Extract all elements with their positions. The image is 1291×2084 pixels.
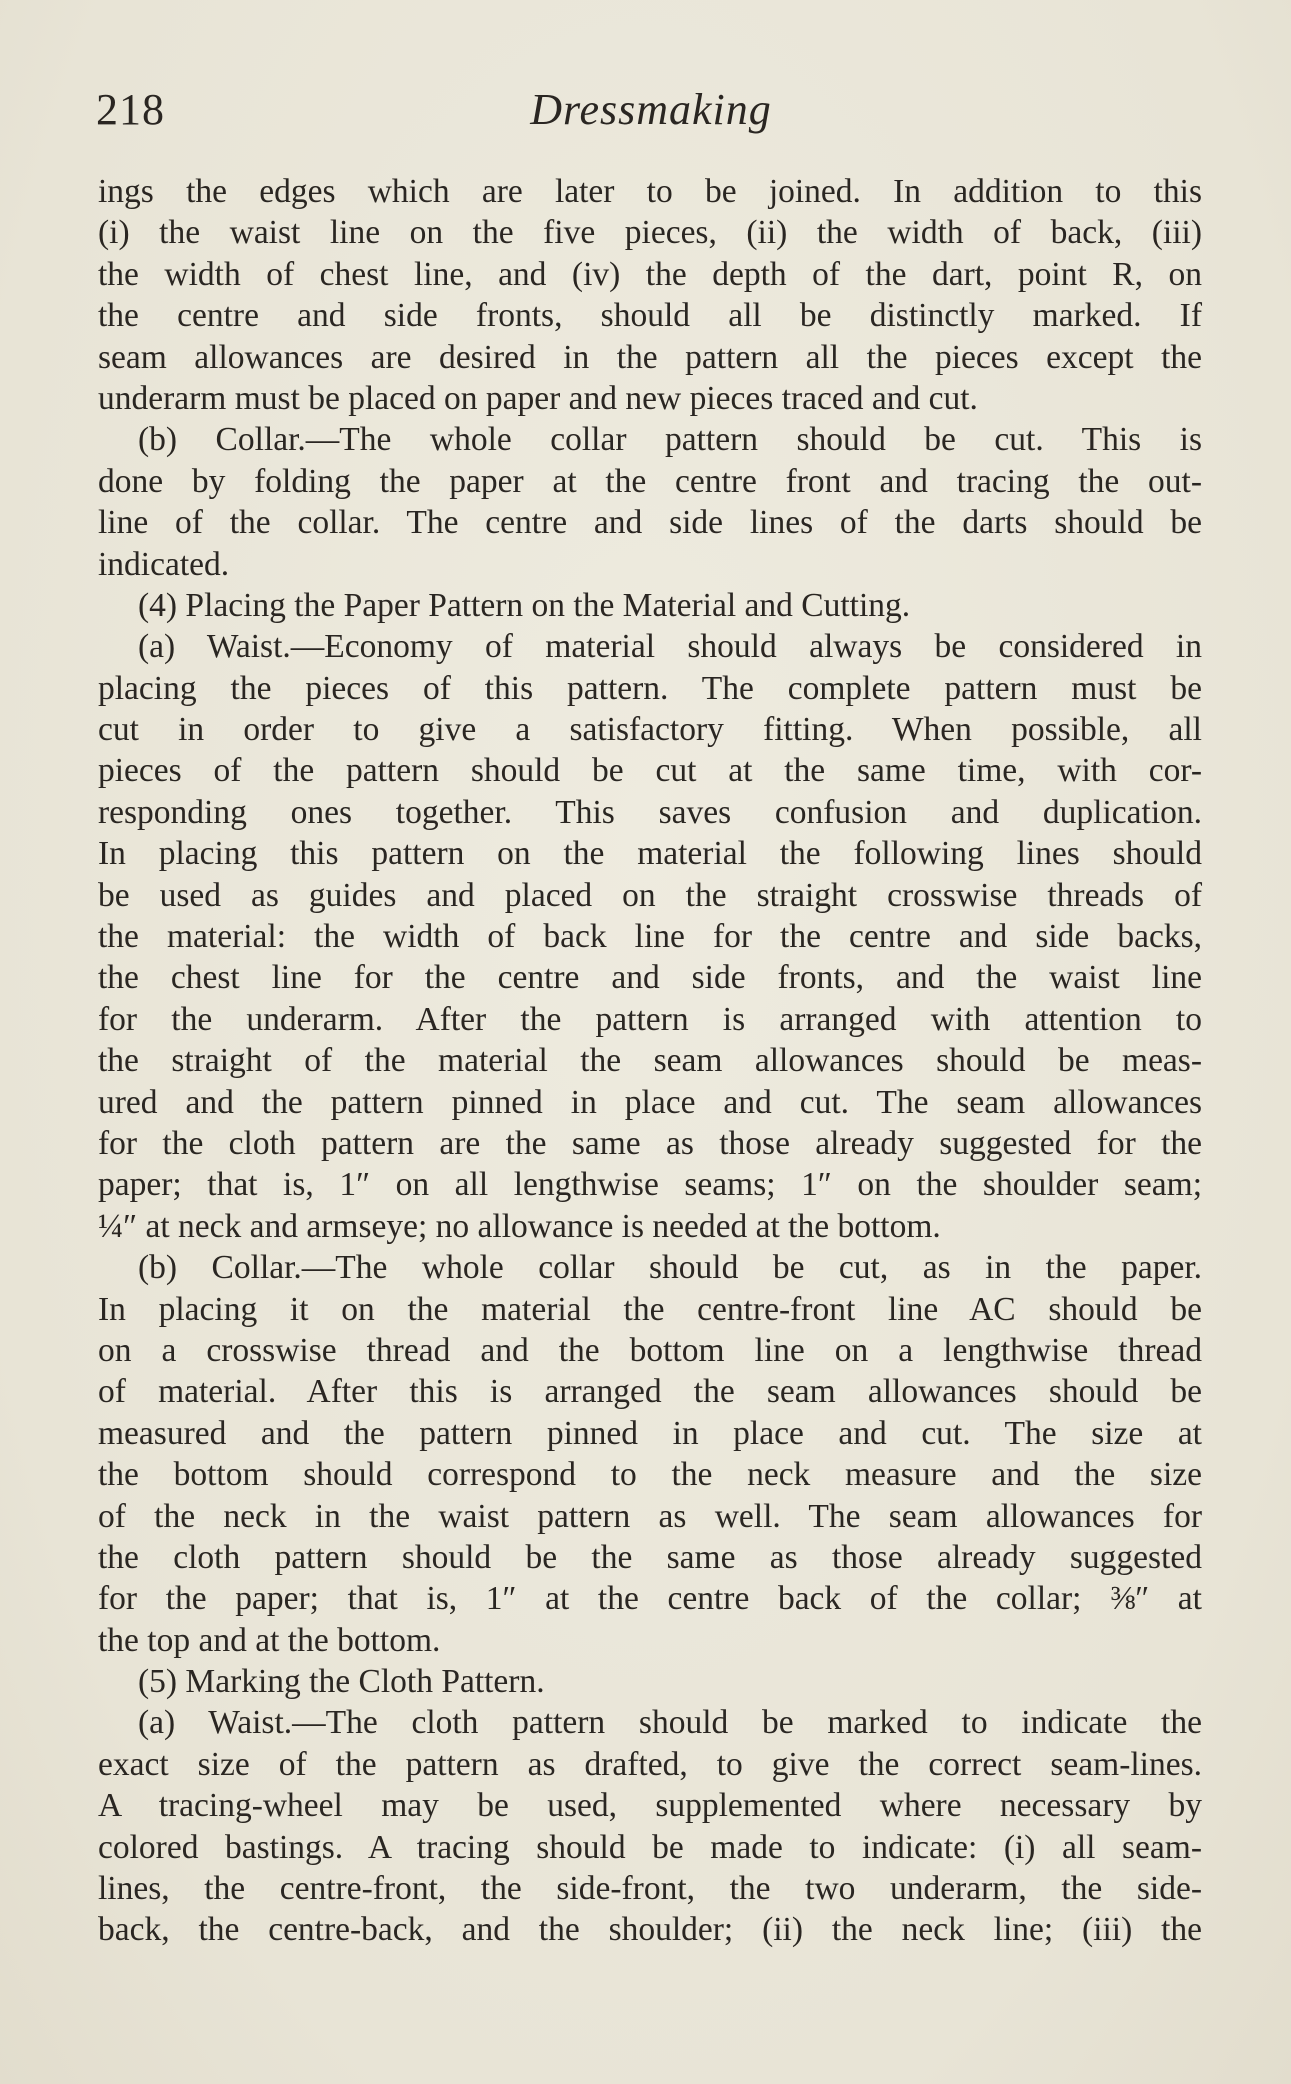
text-line: for the paper; that is, 1″ at the centre back of the collar; ⅜″ at [98,1580,1202,1618]
text-line: seam allowances are desired in the pattern all the pieces except the [98,338,1202,376]
text-line: the width of chest line, and (iv) the depth of the dart, point R, on [98,255,1202,293]
text-line: (b) Collar.—The whole collar pattern should be cut. This is [138,421,1202,459]
text-line: placing the pieces of this pattern. The complete pattern must be [98,669,1202,707]
text-line: paper; that is, 1″ on all lengthwise seams; 1″ on the shoulder seam; [98,1166,1202,1204]
text-line: pieces of the pattern should be cut at the same time, with cor- [98,752,1202,790]
text-line: the top and at the bottom. [98,1621,441,1659]
text-line: colored bastings. A tracing should be made to indicate: (i) all seam- [98,1828,1202,1866]
text-line: of the neck in the waist pattern as well. The seam allowances for [98,1497,1202,1535]
text-line: cut in order to give a satisfactory fitting. When possible, all [98,711,1202,749]
text-line: the straight of the material the seam allowances should be meas- [98,1042,1202,1080]
text-line: In placing this pattern on the material the following lines should [98,835,1202,873]
text-line: measured and the pattern pinned in place and cut. The size at [98,1414,1202,1452]
text-line: lines, the centre-front, the side-front, the two underarm, the side- [98,1870,1202,1908]
text-line: the material: the width of back line for the centre and side backs, [98,918,1202,956]
text-line: exact size of the pattern as drafted, to give the correct seam-lines. [98,1745,1202,1783]
text-line: In placing it on the material the centre-front line AC should be [98,1290,1202,1328]
text-line: back, the centre-back, and the shoulder; (ii) the neck line; (iii) the [98,1911,1202,1949]
body-text [98,171,1202,1951]
text-line: ¼″ at neck and armseye; no allowance is needed at the bottom. [98,1207,941,1245]
text-line: ings the edges which are later to be joined. In addition to this [98,173,1202,210]
text-line: line of the collar. The centre and side lines of the darts should be [98,504,1202,542]
text-line: the cloth pattern should be the same as those already suggested [98,1538,1202,1576]
text-line: underarm must be placed on paper and new pieces traced and cut. [98,379,978,417]
text-line: A tracing-wheel may be used, supplemented where necessary by [98,1787,1202,1825]
text-line: (a) Waist.—Economy of material should always be considered in [138,628,1202,666]
text-line: the bottom should correspond to the neck measure and the size [98,1456,1202,1494]
text-line: be used as guides and placed on the straight crosswise threads of [98,876,1202,914]
text-line: the chest line for the centre and side fronts, and the waist line [98,959,1202,997]
text-line: ured and the pattern pinned in place and cut. The seam allowances [98,1083,1202,1121]
text-line: (b) Collar.—The whole collar should be cut, as in the paper. [138,1249,1202,1287]
text-line: (a) Waist.—The cloth pattern should be marked to indicate the [138,1704,1202,1742]
text-line: for the cloth pattern are the same as those already suggested for the [98,1124,1202,1162]
text-line: (4) Placing the Paper Pattern on the Material and Cutting. [138,586,911,624]
text-line: (5) Marking the Cloth Pattern. [138,1663,545,1701]
text-line: responding ones together. This saves confusion and duplication. [98,793,1202,831]
page-number: 218 [96,85,165,134]
text-line: done by folding the paper at the centre front and tracing the out- [98,462,1202,500]
running-head: Dressmaking [530,85,772,134]
text-line: indicated. [98,545,230,583]
text-line: on a crosswise thread and the bottom line on a lengthwise thread [98,1331,1202,1369]
text-line: the centre and side fronts, should all be distinctly marked. If [98,297,1202,335]
text-line: of material. After this is arranged the seam allowances should be [98,1373,1202,1411]
text-line: for the underarm. After the pattern is arranged with attention to [98,1000,1202,1038]
text-line: (i) the waist line on the five pieces, (ii) the width of back, (iii) [98,214,1202,252]
page-header [96,80,1206,140]
